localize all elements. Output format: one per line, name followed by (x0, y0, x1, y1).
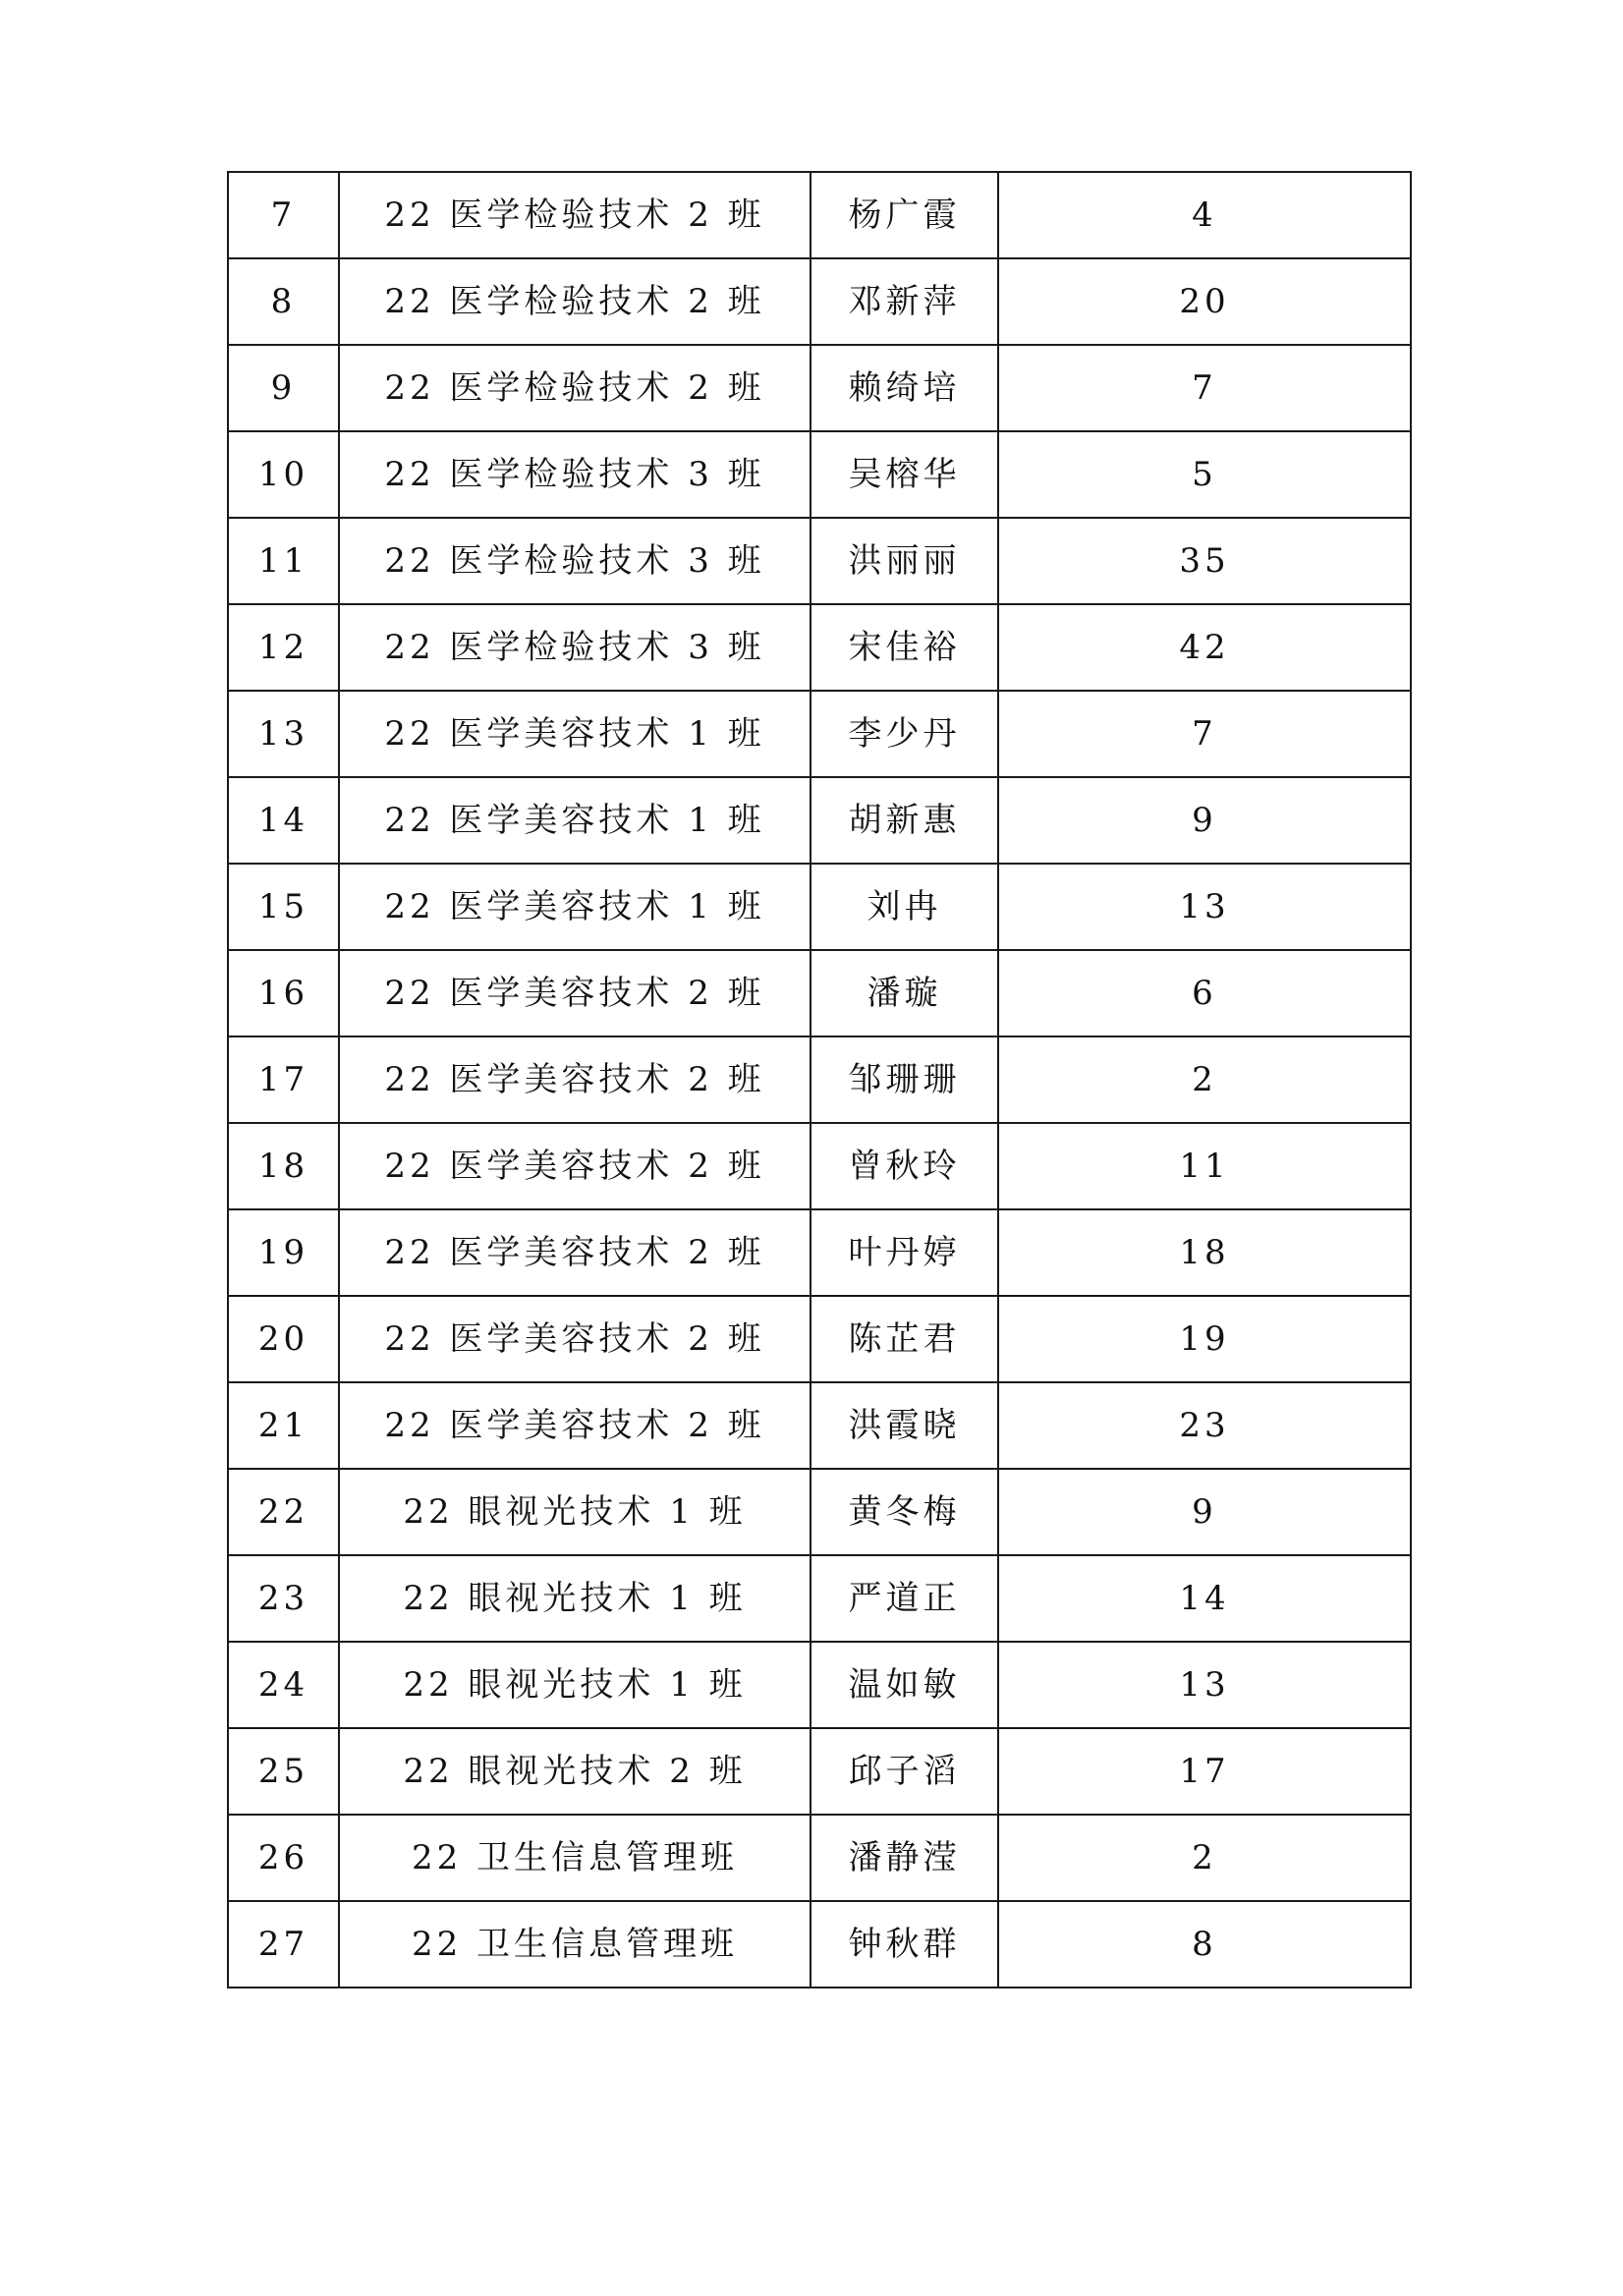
count-cell: 23 (998, 1382, 1411, 1469)
class-cell: 22 医学检验技术 2 班 (339, 345, 811, 431)
table-row (228, 1036, 1411, 1123)
row-number-cell: 11 (228, 518, 339, 604)
roster-table-body (228, 172, 1411, 1988)
student-name-cell: 曾秋玲 (811, 1123, 998, 1209)
table-row (228, 172, 1411, 258)
table-row (228, 431, 1411, 518)
count-cell: 6 (998, 950, 1411, 1036)
row-number-cell: 16 (228, 950, 339, 1036)
class-cell: 22 眼视光技术 1 班 (339, 1469, 811, 1555)
row-number-cell: 14 (228, 777, 339, 864)
student-name-cell: 李少丹 (811, 691, 998, 777)
student-name-cell: 胡新惠 (811, 777, 998, 864)
count-cell: 20 (998, 258, 1411, 345)
table-row (228, 1901, 1411, 1988)
row-number-cell: 18 (228, 1123, 339, 1209)
count-cell: 13 (998, 864, 1411, 950)
table-row (228, 1728, 1411, 1815)
table-row (228, 950, 1411, 1036)
row-number-cell: 25 (228, 1728, 339, 1815)
row-number-cell: 22 (228, 1469, 339, 1555)
student-name-cell: 杨广霞 (811, 172, 998, 258)
class-cell: 22 医学检验技术 3 班 (339, 604, 811, 691)
student-name-cell: 洪霞晓 (811, 1382, 998, 1469)
row-number-cell: 13 (228, 691, 339, 777)
count-cell: 17 (998, 1728, 1411, 1815)
student-name-cell: 邱子滔 (811, 1728, 998, 1815)
count-cell: 9 (998, 1469, 1411, 1555)
table-row (228, 864, 1411, 950)
class-cell: 22 医学美容技术 2 班 (339, 1209, 811, 1296)
count-cell: 5 (998, 431, 1411, 518)
class-cell: 22 卫生信息管理班 (339, 1901, 811, 1988)
count-cell: 8 (998, 1901, 1411, 1988)
row-number-cell: 19 (228, 1209, 339, 1296)
class-cell: 22 医学美容技术 2 班 (339, 1123, 811, 1209)
class-cell: 22 医学检验技术 2 班 (339, 258, 811, 345)
class-cell: 22 医学美容技术 2 班 (339, 950, 811, 1036)
class-cell: 22 医学检验技术 2 班 (339, 172, 811, 258)
student-name-cell: 潘静滢 (811, 1815, 998, 1901)
row-number-cell: 27 (228, 1901, 339, 1988)
student-name-cell: 钟秋群 (811, 1901, 998, 1988)
student-name-cell: 宋佳裕 (811, 604, 998, 691)
student-name-cell: 潘璇 (811, 950, 998, 1036)
table-row (228, 1209, 1411, 1296)
student-name-cell: 刘冉 (811, 864, 998, 950)
class-cell: 22 医学美容技术 2 班 (339, 1036, 811, 1123)
row-number-cell: 15 (228, 864, 339, 950)
class-cell: 22 医学检验技术 3 班 (339, 518, 811, 604)
table-row (228, 258, 1411, 345)
row-number-cell: 24 (228, 1642, 339, 1728)
row-number-cell: 7 (228, 172, 339, 258)
student-name-cell: 洪丽丽 (811, 518, 998, 604)
student-name-cell: 温如敏 (811, 1642, 998, 1728)
count-cell: 7 (998, 345, 1411, 431)
row-number-cell: 9 (228, 345, 339, 431)
row-number-cell: 8 (228, 258, 339, 345)
table-row (228, 1815, 1411, 1901)
row-number-cell: 21 (228, 1382, 339, 1469)
count-cell: 35 (998, 518, 1411, 604)
student-name-cell: 邓新萍 (811, 258, 998, 345)
count-cell: 11 (998, 1123, 1411, 1209)
count-cell: 4 (998, 172, 1411, 258)
class-cell: 22 医学美容技术 1 班 (339, 691, 811, 777)
student-name-cell: 叶丹婷 (811, 1209, 998, 1296)
class-cell: 22 卫生信息管理班 (339, 1815, 811, 1901)
row-number-cell: 26 (228, 1815, 339, 1901)
table-row (228, 1555, 1411, 1642)
table-row (228, 1382, 1411, 1469)
table-row (228, 1123, 1411, 1209)
count-cell: 2 (998, 1815, 1411, 1901)
count-cell: 19 (998, 1296, 1411, 1382)
count-cell: 2 (998, 1036, 1411, 1123)
table-row (228, 518, 1411, 604)
class-cell: 22 眼视光技术 1 班 (339, 1555, 811, 1642)
class-cell: 22 医学检验技术 3 班 (339, 431, 811, 518)
class-cell: 22 医学美容技术 1 班 (339, 777, 811, 864)
class-cell: 22 医学美容技术 2 班 (339, 1296, 811, 1382)
row-number-cell: 23 (228, 1555, 339, 1642)
table-row (228, 604, 1411, 691)
table-row (228, 1642, 1411, 1728)
row-number-cell: 20 (228, 1296, 339, 1382)
table-row (228, 1296, 1411, 1382)
count-cell: 18 (998, 1209, 1411, 1296)
student-name-cell: 严道正 (811, 1555, 998, 1642)
class-cell: 22 眼视光技术 2 班 (339, 1728, 811, 1815)
class-cell: 22 医学美容技术 2 班 (339, 1382, 811, 1469)
count-cell: 7 (998, 691, 1411, 777)
table-row (228, 691, 1411, 777)
table-row (228, 345, 1411, 431)
student-name-cell: 邹珊珊 (811, 1036, 998, 1123)
row-number-cell: 12 (228, 604, 339, 691)
student-name-cell: 黄冬梅 (811, 1469, 998, 1555)
table-row (228, 1469, 1411, 1555)
count-cell: 9 (998, 777, 1411, 864)
table-row (228, 777, 1411, 864)
count-cell: 13 (998, 1642, 1411, 1728)
student-name-cell: 赖绮培 (811, 345, 998, 431)
row-number-cell: 17 (228, 1036, 339, 1123)
student-name-cell: 吴榕华 (811, 431, 998, 518)
class-cell: 22 医学美容技术 1 班 (339, 864, 811, 950)
count-cell: 42 (998, 604, 1411, 691)
roster-table (227, 171, 1412, 1988)
count-cell: 14 (998, 1555, 1411, 1642)
row-number-cell: 10 (228, 431, 339, 518)
class-cell: 22 眼视光技术 1 班 (339, 1642, 811, 1728)
student-name-cell: 陈芷君 (811, 1296, 998, 1382)
